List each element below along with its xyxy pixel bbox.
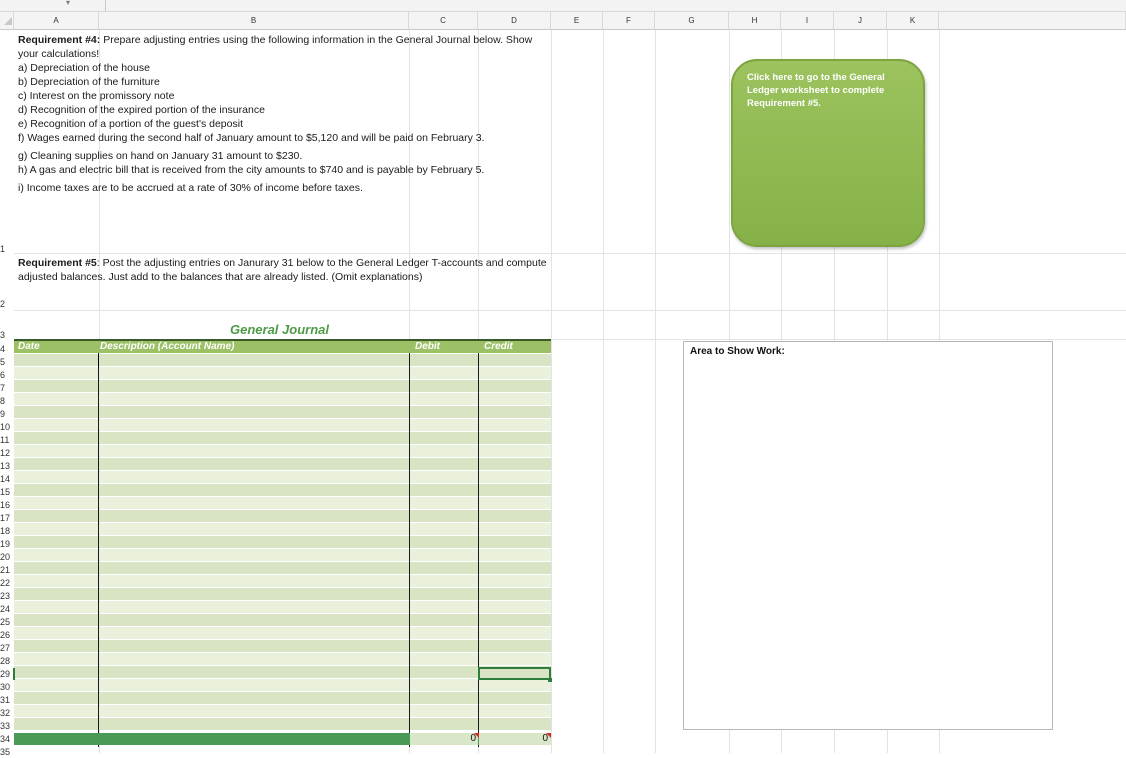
row-number[interactable]: 20 xyxy=(0,552,11,562)
column-header-row xyxy=(0,12,1126,30)
row-number[interactable]: 31 xyxy=(0,695,11,705)
journal-entry-row[interactable] xyxy=(14,406,551,418)
column-header-d[interactable]: D xyxy=(478,12,551,29)
journal-entry-row[interactable] xyxy=(14,458,551,470)
journal-entry-row[interactable] xyxy=(14,471,551,483)
grid-vline xyxy=(603,30,604,753)
row-number[interactable]: 17 xyxy=(0,513,11,523)
row-number[interactable]: 35 xyxy=(0,747,11,757)
select-all-icon xyxy=(4,17,12,25)
row-number[interactable]: 25 xyxy=(0,617,11,627)
journal-entry-row[interactable] xyxy=(14,627,551,639)
row-number[interactable]: 9 xyxy=(0,409,6,419)
journal-entry-row[interactable] xyxy=(14,523,551,535)
journal-column-border xyxy=(409,353,410,747)
requirement-4-label: Requirement #4: xyxy=(18,34,101,46)
journal-entry-row[interactable] xyxy=(14,601,551,613)
row-number[interactable]: 23 xyxy=(0,591,11,601)
grid-vline xyxy=(551,30,552,753)
text-cursor xyxy=(98,355,99,367)
journal-entry-row[interactable] xyxy=(14,419,551,431)
row-number[interactable]: 12 xyxy=(0,448,11,458)
column-header-j[interactable]: J xyxy=(834,12,887,29)
selected-cell-d29[interactable] xyxy=(478,667,551,680)
row-number[interactable]: 28 xyxy=(0,656,11,666)
comment-indicator-icon xyxy=(546,733,551,738)
requirement-5-label: Requirement #5 xyxy=(18,257,97,269)
journal-column-border xyxy=(98,353,99,747)
journal-entry-row[interactable] xyxy=(14,562,551,574)
requirement-4-block xyxy=(18,33,550,195)
journal-entry-row[interactable] xyxy=(14,640,551,652)
column-header-blank xyxy=(939,12,1126,29)
journal-entry-row[interactable] xyxy=(14,692,551,704)
row-number[interactable]: 7 xyxy=(0,383,6,393)
row-number[interactable]: 33 xyxy=(0,721,11,731)
work-area-label: Area to Show Work: xyxy=(690,346,785,357)
requirement-4-item: g) Cleaning supplies on hand on January 31 amount to $230. xyxy=(18,150,303,162)
grid-hline xyxy=(14,253,1126,254)
journal-entry-row[interactable] xyxy=(14,666,551,678)
row-number[interactable]: 27 xyxy=(0,643,11,653)
journal-entry-row[interactable] xyxy=(14,380,551,392)
requirement-5-text: : Post the adjusting entries on Janurary 31 below to the General Ledger T-accounts and compute adjusted balances. Just add to the balances that are already listed. (Omit explanations) xyxy=(18,257,547,283)
journal-column-border xyxy=(478,353,479,747)
row-number[interactable]: 26 xyxy=(0,630,11,640)
row-number[interactable]: 1 xyxy=(0,244,6,254)
requirement-4-item: i) Income taxes are to be accrued at a rate of 30% of income before taxes. xyxy=(18,182,363,194)
journal-entry-row[interactable] xyxy=(14,575,551,587)
column-header-f[interactable]: F xyxy=(603,12,655,29)
journal-entry-row[interactable] xyxy=(14,718,551,730)
journal-header-row xyxy=(14,339,551,353)
column-header-b[interactable]: B xyxy=(99,12,409,29)
row-number[interactable]: 8 xyxy=(0,396,6,406)
requirement-4-item: f) Wages earned during the second half of January amount to $5,120 and will be paid on February 3. xyxy=(18,132,485,144)
requirement-4-item: b) Depreciation of the furniture xyxy=(18,76,160,88)
row-number[interactable]: 30 xyxy=(0,682,11,692)
journal-entry-row[interactable] xyxy=(14,510,551,522)
name-box-divider xyxy=(105,0,106,11)
journal-entry-row[interactable] xyxy=(14,614,551,626)
row-number[interactable]: 19 xyxy=(0,539,11,549)
column-header-c[interactable]: C xyxy=(409,12,478,29)
journal-entry-row[interactable] xyxy=(14,484,551,496)
work-area-box[interactable] xyxy=(683,341,1053,730)
journal-entry-row[interactable] xyxy=(14,536,551,548)
requirement-4-item: h) A gas and electric bill that is received from the city amounts to $740 and is payable by February 5. xyxy=(18,164,485,176)
row-number[interactable]: 13 xyxy=(0,461,11,471)
column-header-k[interactable]: K xyxy=(887,12,939,29)
journal-header-date: Date xyxy=(18,341,40,352)
row-number[interactable]: 11 xyxy=(0,435,10,445)
select-all-corner[interactable] xyxy=(0,12,14,29)
requirement-4-text: Prepare adjusting entries using the following information in the General Journal below. Show your calculations! xyxy=(18,34,533,60)
row-number[interactable]: 14 xyxy=(0,474,11,484)
name-box-dropdown-icon[interactable]: ▾ xyxy=(66,0,71,7)
grid-hline xyxy=(14,310,1126,311)
row-number[interactable]: 34 xyxy=(0,734,11,744)
row-number[interactable]: 29 xyxy=(0,669,11,679)
general-journal-title: General Journal xyxy=(230,322,329,337)
row-number[interactable]: 4 xyxy=(0,344,6,354)
journal-entry-row[interactable] xyxy=(14,445,551,457)
journal-entry-row[interactable] xyxy=(14,588,551,600)
journal-entry-row[interactable] xyxy=(14,549,551,561)
debit-total[interactable]: 0 xyxy=(410,733,478,745)
row-number[interactable]: 5 xyxy=(0,357,6,367)
column-header-h[interactable]: H xyxy=(729,12,781,29)
column-header-i[interactable]: I xyxy=(781,12,834,29)
journal-entry-row[interactable] xyxy=(14,367,551,379)
journal-entry-row[interactable] xyxy=(14,432,551,444)
journal-entry-row[interactable] xyxy=(14,497,551,509)
column-header-g[interactable]: G xyxy=(655,12,729,29)
formula-bar-strip xyxy=(0,0,1126,12)
journal-header-debit: Debit xyxy=(415,341,440,352)
row-number[interactable]: 22 xyxy=(0,578,11,588)
journal-header-credit: Credit xyxy=(484,341,513,352)
journal-entry-row[interactable] xyxy=(14,653,551,665)
row-number[interactable]: 6 xyxy=(0,370,6,380)
row-number[interactable]: 3 xyxy=(0,330,6,340)
grid-vline xyxy=(655,30,656,753)
column-header-a[interactable]: A xyxy=(14,12,99,29)
requirement-5-text-line xyxy=(18,256,550,284)
journal-header-description: Description (Account Name) xyxy=(100,341,235,352)
column-header-e[interactable]: E xyxy=(551,12,603,29)
journal-entry-row[interactable] xyxy=(14,679,551,691)
requirement-4-item: e) Recognition of a portion of the guest's deposit xyxy=(18,118,243,130)
row-number[interactable]: 15 xyxy=(0,487,11,497)
journal-entry-row[interactable] xyxy=(14,354,551,366)
active-row-indicator xyxy=(13,668,15,680)
credit-total[interactable]: 0 xyxy=(479,733,551,745)
row-number[interactable]: 18 xyxy=(0,526,11,536)
fill-handle[interactable] xyxy=(548,678,552,682)
requirement-4-item: a) Depreciation of the house xyxy=(18,62,150,74)
row-number[interactable]: 10 xyxy=(0,422,11,432)
go-to-general-ledger-button[interactable]: Click here to go to the General Ledger worksheet to complete Requirement #5. xyxy=(731,59,925,247)
requirement-4-item: c) Interest on the promissory note xyxy=(18,90,175,102)
requirement-4-item: d) Recognition of the expired portion of the insurance xyxy=(18,104,265,116)
requirement-4-intro xyxy=(18,33,550,61)
requirement-5-block xyxy=(18,256,550,284)
row-number[interactable]: 24 xyxy=(0,604,11,614)
row-number[interactable]: 16 xyxy=(0,500,11,510)
journal-entry-row[interactable] xyxy=(14,705,551,717)
row-number[interactable]: 2 xyxy=(0,299,6,309)
row-number[interactable]: 21 xyxy=(0,565,11,575)
row-number[interactable]: 32 xyxy=(0,708,11,718)
journal-entry-row[interactable] xyxy=(14,393,551,405)
